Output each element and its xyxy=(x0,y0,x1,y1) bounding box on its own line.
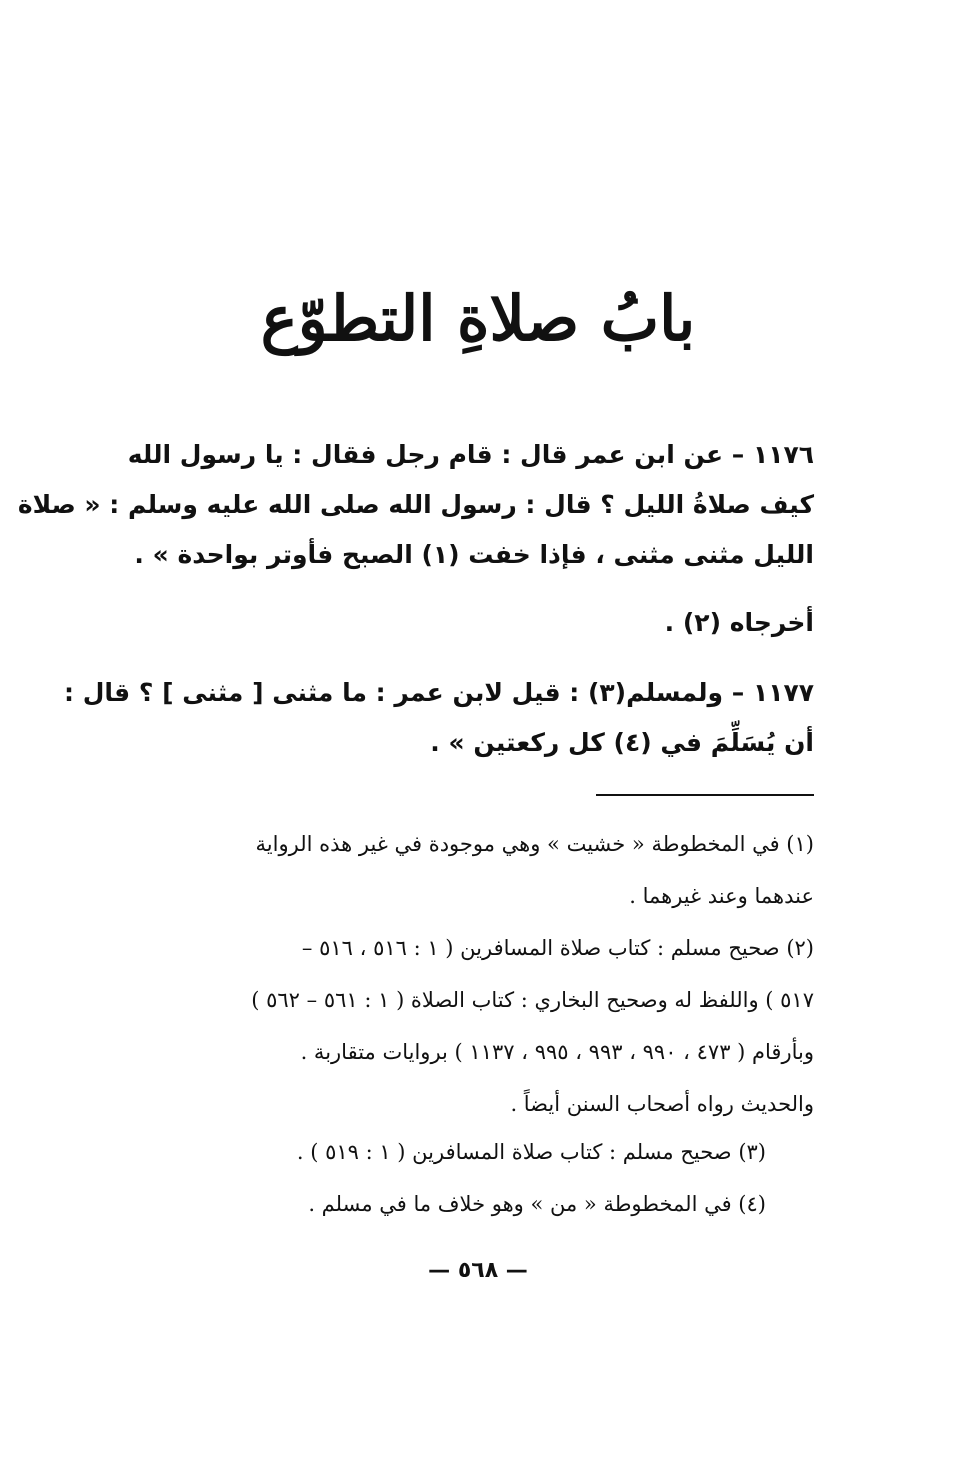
footnote-2-line-1: (٢) صحيح مسلم : كتاب صلاة المسافرين ( ١ : ٥١٦ ، ٥١٦ – xyxy=(301,936,814,960)
hadith-1176-line-1: ١١٧٦ – عن ابن عمر قال : قام رجل فقال : يا رسول الله xyxy=(127,440,814,469)
hadith-1176-line-2: كيف صلاةُ الليل ؟ قال : رسول الله صلى الله عليه وسلم : « صلاة xyxy=(17,490,814,519)
hadith-1176-line-3: الليل مثنى مثنى ، فإذا خفت (١) الصبح فأوتر بواحدة » . xyxy=(134,540,814,569)
footnote-separator xyxy=(596,794,814,796)
footnote-1 xyxy=(160,818,814,922)
chapter-title: بابُ صلاةِ التطوّع xyxy=(260,282,696,355)
footnote-3 xyxy=(220,1126,766,1178)
hadith-1177-line-1: ١١٧٧ – ولمسلم(٣) : قيل لابن عمر : ما مثنى [ مثنى ] ؟ قال : xyxy=(64,678,814,707)
footnote-3-line-1: (٣) صحيح مسلم : كتاب صلاة المسافرين ( ١ : ٥١٩ ) . xyxy=(296,1140,766,1164)
hadith-1176-source xyxy=(150,598,814,648)
footnote-1-line-2: عندهما وعند غيرهما . xyxy=(629,884,814,908)
hadith-1177 xyxy=(64,668,814,768)
footnote-4-line-1: (٤) في المخطوطة « من » وهو خلاف ما في مسلم . xyxy=(308,1192,766,1216)
footnote-2-line-4: والحديث رواه أصحاب السنن أيضاً . xyxy=(510,1092,814,1116)
footnote-2 xyxy=(160,922,814,1130)
page-number: — ٥٦٨ — xyxy=(428,1258,528,1283)
hadith-1177-line-2: أن يُسَلِّمَ في (٤) كل ركعتين » . xyxy=(430,728,814,757)
hadith-1176 xyxy=(17,430,814,580)
footnote-2-line-2: ٥١٧ ) واللفظ له وصحيح البخاري : كتاب الصلاة ( ١ : ٥٦١ – ٥٦٢ ) xyxy=(251,988,814,1012)
hadith-1176-source-text: أخرجاه (٢) . xyxy=(664,608,814,637)
footnote-2-line-3: وبأرقام ( ٤٧٣ ، ٩٩٠ ، ٩٩٣ ، ٩٩٥ ، ١١٣٧ ) بروايات متقاربة . xyxy=(300,1040,814,1064)
footnote-1-line-1: (١) في المخطوطة « خشيت » وهي موجودة في غير هذه الرواية xyxy=(255,832,814,856)
footnote-4 xyxy=(310,1178,766,1230)
